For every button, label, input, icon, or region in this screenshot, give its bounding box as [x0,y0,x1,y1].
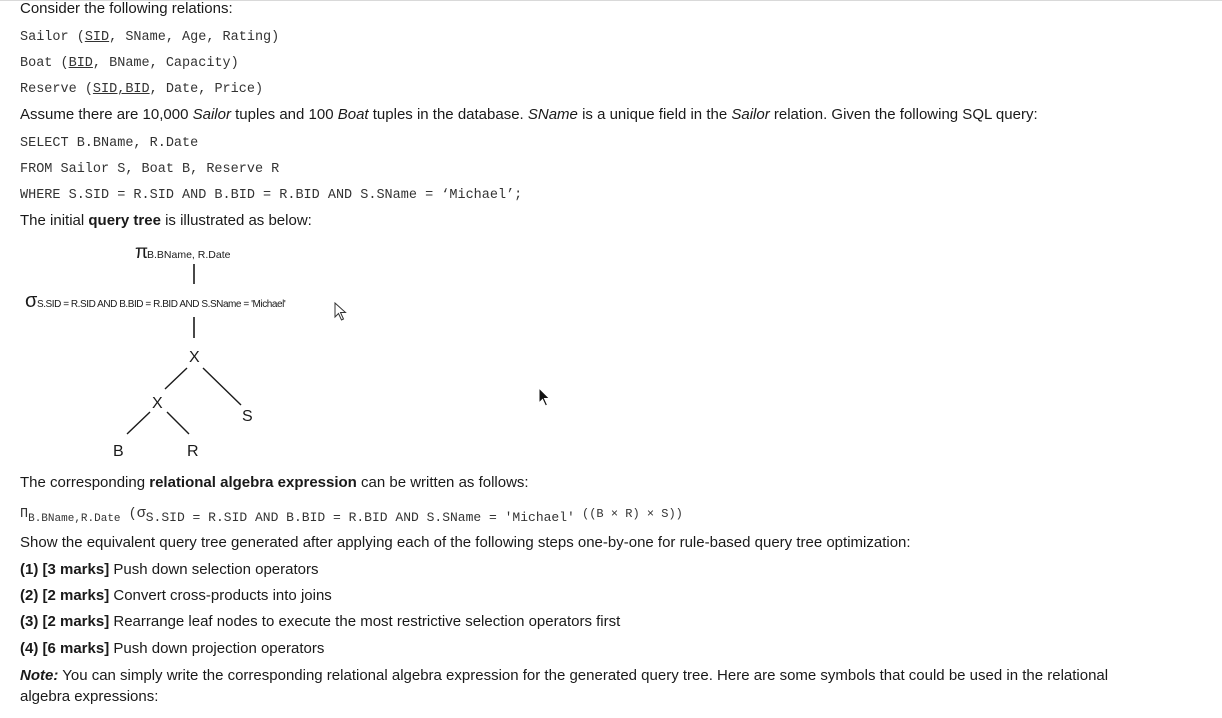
note-line-1 [20,667,1108,685]
relation-attributes: , Date, Price) [149,82,264,97]
assume-paragraph [20,106,1038,124]
italic-term: Boat [337,106,369,123]
cross-product-node: X [189,349,200,366]
projection-attributes: B.BName, R.Date [147,249,231,261]
projection-node [135,242,231,263]
step-label: (3) [2 marks] [20,613,110,630]
step-2 [20,587,332,605]
step-text: Convert cross-products into joins [109,587,332,604]
selection-condition: S.SID = R.SID AND B.BID = R.BID AND S.SName = 'Michael' [145,510,575,525]
note-text: You can simply write the corresponding relational algebra expression for the generated query tree. Here are some symbols that could be used in the relational [58,667,1109,684]
relation-name: Reserve [20,82,77,97]
query-tree-diagram [0,230,420,465]
edge [203,368,241,405]
step-label: (1) [3 marks] [20,561,110,578]
step-1 [20,561,319,579]
sql-from: FROM Sailor S, Boat B, Reserve R [20,162,280,177]
step-label: (2) [2 marks] [20,587,110,604]
note-line-2: algebra expressions: [20,688,159,705]
text-segment: can be written as follows: [356,474,529,491]
primary-key: SID [84,30,110,45]
leaf-r: R [187,443,199,460]
mouse-pointer-icon [538,387,552,409]
relation-sailor [20,29,279,47]
ra-expression [20,505,683,524]
ra-intro [20,474,529,492]
relation-boat [20,55,239,73]
step-label: (4) [6 marks] [20,640,110,657]
bold-term: relational algebra expression [149,474,357,491]
step-text: Rearrange leaf nodes to execute the most restrictive selection operators first [109,613,621,630]
relation-open: ( [52,56,69,71]
text-segment: is a unique field in the [577,106,732,123]
projection-attributes: B.BName,R.Date [28,513,121,525]
edge [165,368,187,389]
cross-product-expression: ((B × R) × S)) [574,507,683,521]
note-label: Note: [20,667,59,684]
intro-text: Consider the following relations: [20,0,233,17]
primary-key: SID,BID [92,82,150,97]
leaf-b: B [113,443,124,460]
italic-term: Sailor [192,106,231,123]
selection-condition: S.SID = R.SID AND B.BID = R.BID AND S.SName = 'Michael' [37,299,286,310]
step-text: Push down projection operators [109,640,325,657]
edge [127,412,150,434]
text-segment: The initial [20,212,89,229]
step-text: Push down selection operators [109,561,319,578]
text-segment: tuples in the database. [368,106,528,123]
leaf-s: S [242,408,253,425]
sigma-symbol: σ [136,505,146,522]
show-instructions: Show the equivalent query tree generated after applying each of the following steps one-by-one for rule-based query tree optimization: [20,534,911,551]
relation-attributes: , BName, Capacity) [92,56,239,71]
pi-symbol: π [135,242,149,263]
cross-product-node: X [152,395,163,412]
primary-key: BID [68,56,93,71]
relation-reserve [20,81,263,99]
sigma-symbol: σ [25,290,38,312]
italic-term: SName [527,106,578,123]
step-4 [20,640,324,658]
edge [167,412,189,434]
text-segment: The corresponding [20,474,150,491]
selection-node [25,290,286,312]
paren-open: ( [120,507,137,522]
sql-where: WHERE S.SID = R.SID AND B.BID = R.BID AND S.SName = ‘Michael’; [20,188,523,203]
text-segment: Assume there are 10,000 [20,106,193,123]
italic-term: Sailor [731,106,770,123]
relation-open: ( [76,82,93,97]
text-segment: tuples and 100 [230,106,338,123]
relation-attributes: , SName, Age, Rating) [109,30,280,45]
sql-select: SELECT B.BName, R.Date [20,136,199,151]
relation-name: Boat [20,56,53,71]
text-segment: is illustrated as below: [160,212,312,229]
mouse-pointer-icon [334,302,348,322]
bold-term: query tree [88,212,161,229]
initial-tree-intro [20,212,312,230]
pi-symbol: Π [20,507,29,522]
text-segment: relation. Given the following SQL query: [769,106,1038,123]
relation-name: Sailor [20,30,69,45]
step-3 [20,613,620,631]
relation-open: ( [68,30,85,45]
